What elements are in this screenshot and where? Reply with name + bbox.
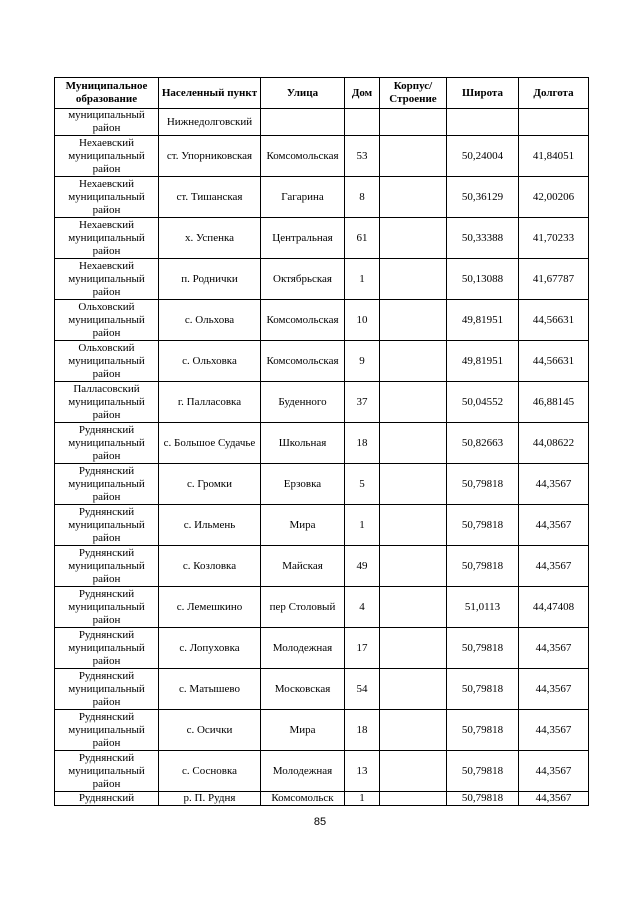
cell-latitude: 49,81951 — [447, 341, 519, 382]
cell-municipality: Руднянский муниципальный район — [55, 505, 159, 546]
cell-house: 9 — [345, 341, 380, 382]
cell-building — [380, 423, 447, 464]
cell-building — [380, 669, 447, 710]
cell-longitude: 44,56631 — [519, 300, 589, 341]
table-row — [55, 382, 589, 423]
table-row — [55, 546, 589, 587]
cell-building — [380, 587, 447, 628]
cell-street: пер Столовый — [261, 587, 345, 628]
cell-latitude: 50,79818 — [447, 792, 519, 806]
cell-settlement: г. Палласовка — [159, 382, 261, 423]
column-header-street: Улица — [261, 78, 345, 109]
cell-municipality: Руднянский муниципальный район — [55, 423, 159, 464]
cell-latitude: 50,79818 — [447, 546, 519, 587]
cell-street: Гагарина — [261, 177, 345, 218]
table-row — [55, 136, 589, 177]
cell-building — [380, 382, 447, 423]
cell-municipality: Руднянский муниципальный район — [55, 669, 159, 710]
cell-longitude — [519, 109, 589, 136]
cell-street: Комсомольск — [261, 792, 345, 806]
column-header-municipality: Муниципальное образование — [55, 78, 159, 109]
cell-longitude: 44,08622 — [519, 423, 589, 464]
cell-municipality: Нехаевский муниципальный район — [55, 259, 159, 300]
cell-house: 1 — [345, 792, 380, 806]
table-row — [55, 464, 589, 505]
cell-settlement: х. Успенка — [159, 218, 261, 259]
cell-street: Комсомольская — [261, 136, 345, 177]
cell-house: 8 — [345, 177, 380, 218]
cell-house: 37 — [345, 382, 380, 423]
cell-latitude: 50,79818 — [447, 669, 519, 710]
cell-settlement: с. Ольхова — [159, 300, 261, 341]
cell-longitude: 44,3567 — [519, 546, 589, 587]
cell-municipality: Руднянский муниципальный район — [55, 546, 159, 587]
cell-house: 13 — [345, 751, 380, 792]
cell-settlement: с. Ильмень — [159, 505, 261, 546]
cell-municipality: Нехаевский муниципальный район — [55, 177, 159, 218]
cell-settlement: п. Роднички — [159, 259, 261, 300]
cell-house: 53 — [345, 136, 380, 177]
cell-longitude: 41,67787 — [519, 259, 589, 300]
cell-settlement: с. Ольховка — [159, 341, 261, 382]
cell-building — [380, 792, 447, 806]
cell-house: 17 — [345, 628, 380, 669]
cell-building — [380, 300, 447, 341]
cell-municipality: Ольховский муниципальный район — [55, 341, 159, 382]
data-table — [54, 77, 589, 806]
cell-municipality: Руднянский муниципальный район — [55, 628, 159, 669]
cell-municipality: Палласовский муниципальный район — [55, 382, 159, 423]
cell-municipality: Руднянский муниципальный район — [55, 587, 159, 628]
table-row — [55, 710, 589, 751]
table-row — [55, 423, 589, 464]
column-header-longitude: Долгота — [519, 78, 589, 109]
table-row — [55, 628, 589, 669]
cell-longitude: 41,70233 — [519, 218, 589, 259]
table-row — [55, 751, 589, 792]
table-row — [55, 300, 589, 341]
cell-municipality: Руднянский муниципальный район — [55, 751, 159, 792]
cell-building — [380, 136, 447, 177]
cell-house: 1 — [345, 259, 380, 300]
cell-longitude: 41,84051 — [519, 136, 589, 177]
cell-latitude: 50,79818 — [447, 710, 519, 751]
cell-building — [380, 177, 447, 218]
cell-latitude: 50,79818 — [447, 628, 519, 669]
cell-house: 5 — [345, 464, 380, 505]
table-row — [55, 218, 589, 259]
cell-settlement: с. Громки — [159, 464, 261, 505]
cell-street: Мира — [261, 505, 345, 546]
cell-longitude: 46,88145 — [519, 382, 589, 423]
cell-house — [345, 109, 380, 136]
cell-building — [380, 109, 447, 136]
cell-building — [380, 464, 447, 505]
table-body — [55, 109, 589, 806]
cell-longitude: 44,56631 — [519, 341, 589, 382]
cell-settlement: р. П. Рудня — [159, 792, 261, 806]
cell-longitude: 44,3567 — [519, 464, 589, 505]
cell-latitude: 50,82663 — [447, 423, 519, 464]
cell-latitude — [447, 109, 519, 136]
cell-longitude: 42,00206 — [519, 177, 589, 218]
column-header-settlement: Населенный пункт — [159, 78, 261, 109]
cell-settlement: с. Сосновка — [159, 751, 261, 792]
cell-street: Школьная — [261, 423, 345, 464]
cell-municipality: Руднянский — [55, 792, 159, 806]
cell-municipality: Нехаевский муниципальный район — [55, 136, 159, 177]
cell-municipality: муниципальный район — [55, 109, 159, 136]
cell-street: Октябрьская — [261, 259, 345, 300]
table-row — [55, 177, 589, 218]
table-row — [55, 341, 589, 382]
cell-street: Ерзовка — [261, 464, 345, 505]
cell-building — [380, 218, 447, 259]
cell-settlement: с. Большое Судачье — [159, 423, 261, 464]
cell-longitude: 44,47408 — [519, 587, 589, 628]
cell-latitude: 50,04552 — [447, 382, 519, 423]
column-header-building: Корпус/ Строение — [380, 78, 447, 109]
cell-house: 18 — [345, 423, 380, 464]
cell-longitude: 44,3567 — [519, 505, 589, 546]
cell-settlement: с. Лопуховка — [159, 628, 261, 669]
table-row — [55, 669, 589, 710]
cell-street: Майская — [261, 546, 345, 587]
cell-settlement: ст. Упорниковская — [159, 136, 261, 177]
cell-longitude: 44,3567 — [519, 792, 589, 806]
cell-house: 61 — [345, 218, 380, 259]
cell-longitude: 44,3567 — [519, 628, 589, 669]
cell-latitude: 49,81951 — [447, 300, 519, 341]
cell-latitude: 50,79818 — [447, 505, 519, 546]
cell-house: 54 — [345, 669, 380, 710]
cell-house: 10 — [345, 300, 380, 341]
cell-street: Молодежная — [261, 628, 345, 669]
cell-street: Буденного — [261, 382, 345, 423]
cell-latitude: 50,33388 — [447, 218, 519, 259]
cell-street: Молодежная — [261, 751, 345, 792]
table-row — [55, 109, 589, 136]
table-row — [55, 505, 589, 546]
cell-building — [380, 546, 447, 587]
cell-municipality: Ольховский муниципальный район — [55, 300, 159, 341]
cell-latitude: 50,24004 — [447, 136, 519, 177]
cell-street — [261, 109, 345, 136]
cell-latitude: 51,0113 — [447, 587, 519, 628]
cell-house: 18 — [345, 710, 380, 751]
cell-house: 49 — [345, 546, 380, 587]
cell-settlement: Нижнедолговский — [159, 109, 261, 136]
column-header-house: Дом — [345, 78, 380, 109]
cell-longitude: 44,3567 — [519, 710, 589, 751]
cell-longitude: 44,3567 — [519, 751, 589, 792]
cell-house: 1 — [345, 505, 380, 546]
cell-building — [380, 341, 447, 382]
cell-building — [380, 628, 447, 669]
cell-house: 4 — [345, 587, 380, 628]
cell-latitude: 50,13088 — [447, 259, 519, 300]
cell-street: Комсомольская — [261, 300, 345, 341]
cell-settlement: ст. Тишанская — [159, 177, 261, 218]
cell-municipality: Нехаевский муниципальный район — [55, 218, 159, 259]
cell-municipality: Руднянский муниципальный район — [55, 710, 159, 751]
cell-street: Московская — [261, 669, 345, 710]
cell-settlement: с. Лемешкино — [159, 587, 261, 628]
cell-latitude: 50,79818 — [447, 464, 519, 505]
cell-building — [380, 259, 447, 300]
cell-building — [380, 505, 447, 546]
cell-building — [380, 751, 447, 792]
cell-street: Центральная — [261, 218, 345, 259]
cell-latitude: 50,36129 — [447, 177, 519, 218]
cell-settlement: с. Осички — [159, 710, 261, 751]
cell-settlement: с. Козловка — [159, 546, 261, 587]
table-row — [55, 792, 589, 806]
cell-latitude: 50,79818 — [447, 751, 519, 792]
column-header-latitude: Широта — [447, 78, 519, 109]
cell-street: Комсомольская — [261, 341, 345, 382]
table-row — [55, 587, 589, 628]
table-header-row — [55, 78, 589, 109]
table-row — [55, 259, 589, 300]
cell-street: Мира — [261, 710, 345, 751]
page-number: 85 — [313, 816, 327, 828]
cell-settlement: с. Матышево — [159, 669, 261, 710]
cell-building — [380, 710, 447, 751]
cell-longitude: 44,3567 — [519, 669, 589, 710]
cell-municipality: Руднянский муниципальный район — [55, 464, 159, 505]
